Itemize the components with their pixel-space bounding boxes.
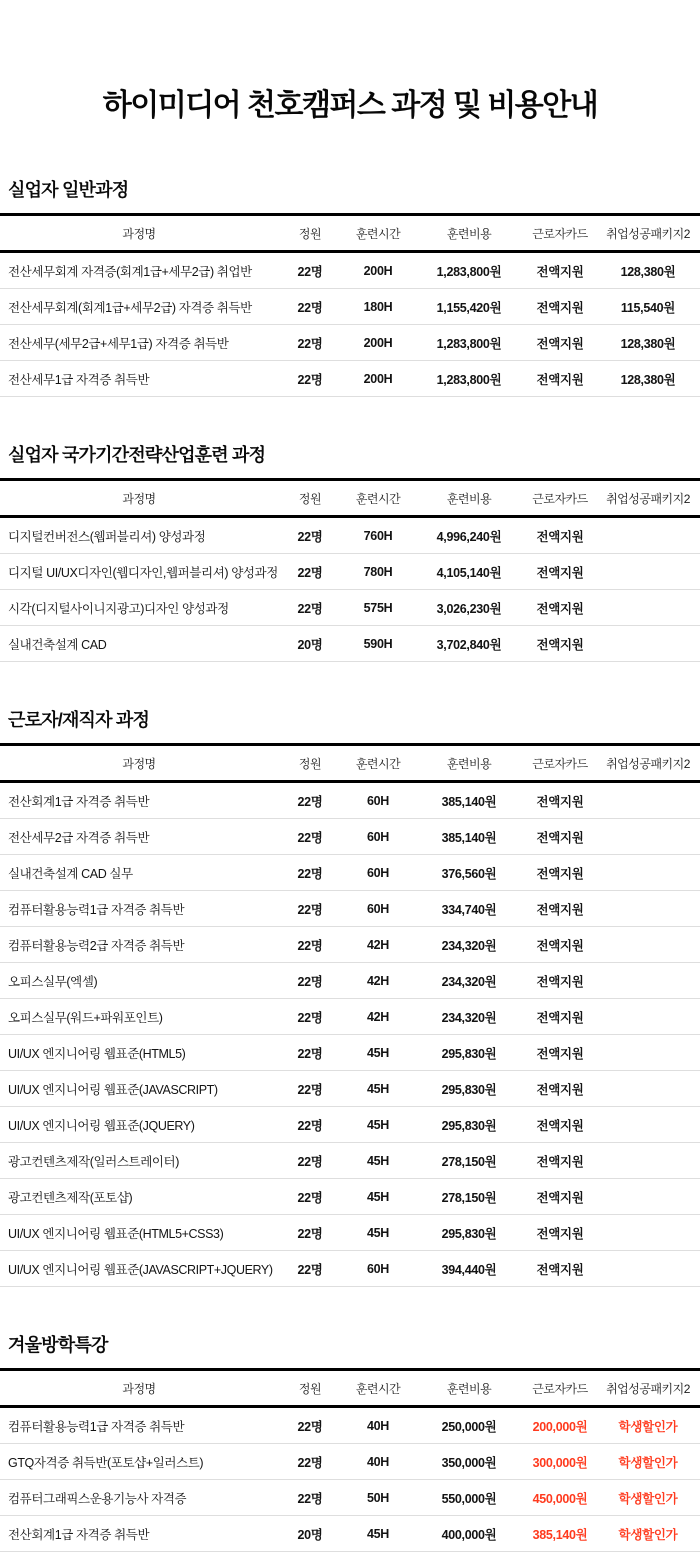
capacity-cell: 22명 bbox=[297, 938, 323, 953]
cost-cell: 3,026,230원 bbox=[436, 601, 502, 616]
worker-card-cell: 전액지원 bbox=[536, 300, 584, 315]
table-row bbox=[0, 361, 700, 397]
worker-card-cell: 전액지원 bbox=[536, 1154, 584, 1169]
cost-cell: 234,320원 bbox=[441, 974, 497, 989]
course-table bbox=[0, 213, 700, 397]
capacity-cell: 22명 bbox=[297, 300, 323, 315]
cost-cell: 400,000원 bbox=[441, 1527, 497, 1542]
hours-cell: 60H bbox=[366, 1261, 390, 1276]
course-name-cell: UI/UX 엔지니어링 웹표준(JQUERY) bbox=[8, 1118, 195, 1133]
worker-card-cell: 전액지원 bbox=[536, 1010, 584, 1025]
hours-cell: 42H bbox=[366, 973, 390, 988]
worker-card-cell: 전액지원 bbox=[536, 866, 584, 881]
worker-card-cell: 200,000원 bbox=[532, 1419, 588, 1434]
worker-card-cell: 300,000원 bbox=[532, 1455, 588, 1470]
worker-card-cell: 전액지원 bbox=[536, 974, 584, 989]
course-table bbox=[0, 1368, 700, 1552]
worker-card-cell: 전액지원 bbox=[536, 1118, 584, 1133]
column-header-course-name: 과정명 bbox=[122, 491, 156, 506]
cost-cell: 1,283,800원 bbox=[436, 264, 502, 279]
hours-cell: 200H bbox=[363, 335, 393, 350]
worker-card-cell: 전액지원 bbox=[536, 1262, 584, 1277]
course-name-cell: 전산회계1급 자격증 취득반 bbox=[8, 794, 150, 809]
course-section bbox=[0, 1331, 700, 1552]
capacity-cell: 20명 bbox=[297, 1527, 323, 1542]
column-header-cost: 훈련비용 bbox=[446, 491, 492, 506]
hours-cell: 50H bbox=[366, 1490, 390, 1505]
column-header-capacity: 정원 bbox=[298, 756, 322, 771]
table-row bbox=[0, 1444, 700, 1480]
course-name-cell: 전산세무1급 자격증 취득반 bbox=[8, 372, 150, 387]
table-row bbox=[0, 289, 700, 325]
worker-card-cell: 전액지원 bbox=[536, 1046, 584, 1061]
table-row bbox=[0, 927, 700, 963]
table-row bbox=[0, 1215, 700, 1251]
table-header-row bbox=[0, 1368, 700, 1408]
hours-cell: 42H bbox=[366, 937, 390, 952]
course-name-cell: 컴퓨터활용능력2급 자격증 취득반 bbox=[8, 938, 185, 953]
capacity-cell: 22명 bbox=[297, 565, 323, 580]
cost-cell: 385,140원 bbox=[441, 794, 497, 809]
course-name-cell: 전산회계1급 자격증 취득반 bbox=[8, 1527, 150, 1542]
worker-card-cell: 전액지원 bbox=[536, 902, 584, 917]
course-section bbox=[0, 441, 700, 662]
capacity-cell: 22명 bbox=[297, 1010, 323, 1025]
hours-cell: 45H bbox=[366, 1189, 390, 1204]
course-name-cell: UI/UX 엔지니어링 웹표준(JAVASCRIPT+JQUERY) bbox=[8, 1262, 273, 1277]
section-title: 실업자 일반과정 bbox=[8, 180, 129, 201]
cost-cell: 250,000원 bbox=[441, 1419, 497, 1434]
table-row bbox=[0, 1516, 700, 1552]
capacity-cell: 22명 bbox=[297, 1082, 323, 1097]
cost-cell: 1,283,800원 bbox=[436, 336, 502, 351]
capacity-cell: 22명 bbox=[297, 1262, 323, 1277]
cost-cell: 376,560원 bbox=[441, 866, 497, 881]
package-cell: 128,380원 bbox=[620, 264, 676, 279]
capacity-cell: 22명 bbox=[297, 1046, 323, 1061]
capacity-cell: 22명 bbox=[297, 1419, 323, 1434]
cost-cell: 234,320원 bbox=[441, 1010, 497, 1025]
capacity-cell: 22명 bbox=[297, 1154, 323, 1169]
hours-cell: 590H bbox=[363, 636, 393, 651]
sections-container bbox=[0, 176, 700, 1552]
column-header-package: 취업성공패키지2 bbox=[606, 1381, 690, 1396]
package-cell: 학생할인가 bbox=[618, 1455, 678, 1470]
table-header-row bbox=[0, 478, 700, 518]
hours-cell: 45H bbox=[366, 1081, 390, 1096]
table-row bbox=[0, 819, 700, 855]
hours-cell: 45H bbox=[366, 1225, 390, 1240]
capacity-cell: 22명 bbox=[297, 601, 323, 616]
cost-cell: 3,702,840원 bbox=[436, 637, 502, 652]
package-cell: 128,380원 bbox=[620, 372, 676, 387]
table-body bbox=[0, 1408, 700, 1552]
capacity-cell: 22명 bbox=[297, 866, 323, 881]
table-header-row bbox=[0, 743, 700, 783]
table-body bbox=[0, 518, 700, 662]
hours-cell: 45H bbox=[366, 1526, 390, 1541]
course-table bbox=[0, 478, 700, 662]
cost-cell: 295,830원 bbox=[441, 1226, 497, 1241]
hours-cell: 60H bbox=[366, 793, 390, 808]
course-name-cell: GTQ자격증 취득반(포토샵+일러스트) bbox=[8, 1455, 204, 1470]
column-header-course-name: 과정명 bbox=[122, 1381, 156, 1396]
table-row bbox=[0, 1480, 700, 1516]
cost-cell: 394,440원 bbox=[441, 1262, 497, 1277]
course-name-cell: 광고컨텐츠제작(일러스트레이터) bbox=[8, 1154, 179, 1169]
hours-cell: 780H bbox=[363, 564, 393, 579]
hours-cell: 45H bbox=[366, 1117, 390, 1132]
course-name-cell: 오피스실무(엑셀) bbox=[8, 974, 98, 989]
capacity-cell: 22명 bbox=[297, 529, 323, 544]
hours-cell: 575H bbox=[363, 600, 393, 615]
course-section bbox=[0, 706, 700, 1287]
table-row bbox=[0, 518, 700, 554]
worker-card-cell: 전액지원 bbox=[536, 601, 584, 616]
course-name-cell: 실내건축설계 CAD 실무 bbox=[8, 866, 133, 881]
cost-cell: 4,996,240원 bbox=[436, 529, 502, 544]
course-name-cell: UI/UX 엔지니어링 웹표준(JAVASCRIPT) bbox=[8, 1082, 218, 1097]
cost-cell: 278,150원 bbox=[441, 1190, 497, 1205]
column-header-package: 취업성공패키지2 bbox=[606, 756, 690, 771]
package-cell: 128,380원 bbox=[620, 336, 676, 351]
worker-card-cell: 385,140원 bbox=[532, 1527, 588, 1542]
column-header-worker-card: 근로자카드 bbox=[532, 756, 588, 771]
course-name-cell: 전산세무2급 자격증 취득반 bbox=[8, 830, 150, 845]
hours-cell: 45H bbox=[366, 1153, 390, 1168]
section-title: 근로자/재직자 과정 bbox=[8, 710, 150, 731]
table-row bbox=[0, 963, 700, 999]
column-header-worker-card: 근로자카드 bbox=[532, 491, 588, 506]
course-name-cell: UI/UX 엔지니어링 웹표준(HTML5) bbox=[8, 1046, 186, 1061]
table-row bbox=[0, 626, 700, 662]
course-table bbox=[0, 743, 700, 1287]
cost-cell: 295,830원 bbox=[441, 1118, 497, 1133]
column-header-cost: 훈련비용 bbox=[446, 226, 492, 241]
package-cell: 115,540원 bbox=[620, 300, 676, 315]
worker-card-cell: 전액지원 bbox=[536, 1226, 584, 1241]
section-title: 실업자 국가기간전략산업훈련 과정 bbox=[8, 445, 266, 466]
cost-cell: 278,150원 bbox=[441, 1154, 497, 1169]
table-row bbox=[0, 1107, 700, 1143]
table-header-row bbox=[0, 213, 700, 253]
cost-cell: 1,155,420원 bbox=[436, 300, 502, 315]
table-row bbox=[0, 855, 700, 891]
worker-card-cell: 전액지원 bbox=[536, 529, 584, 544]
capacity-cell: 22명 bbox=[297, 336, 323, 351]
page-title: 하이미디어 천호캠퍼스 과정 및 비용안내 bbox=[102, 89, 598, 123]
column-header-cost: 훈련비용 bbox=[446, 756, 492, 771]
capacity-cell: 22명 bbox=[297, 974, 323, 989]
hours-cell: 200H bbox=[363, 263, 393, 278]
course-section bbox=[0, 176, 700, 397]
column-header-hours: 훈련시간 bbox=[355, 1381, 401, 1396]
table-body bbox=[0, 253, 700, 397]
column-header-hours: 훈련시간 bbox=[355, 756, 401, 771]
course-name-cell: 실내건축설계 CAD bbox=[8, 637, 107, 652]
hours-cell: 42H bbox=[366, 1009, 390, 1024]
table-row bbox=[0, 590, 700, 626]
cost-cell: 1,283,800원 bbox=[436, 372, 502, 387]
cost-cell: 550,000원 bbox=[441, 1491, 497, 1506]
course-name-cell: 컴퓨터그래픽스운용기능사 자격증 bbox=[8, 1491, 187, 1506]
hours-cell: 200H bbox=[363, 371, 393, 386]
hours-cell: 60H bbox=[366, 901, 390, 916]
cost-cell: 334,740원 bbox=[441, 902, 497, 917]
capacity-cell: 20명 bbox=[297, 637, 323, 652]
capacity-cell: 22명 bbox=[297, 902, 323, 917]
hours-cell: 40H bbox=[366, 1454, 390, 1469]
course-name-cell: 광고컨텐츠제작(포토샵) bbox=[8, 1190, 133, 1205]
worker-card-cell: 전액지원 bbox=[536, 830, 584, 845]
table-row bbox=[0, 1408, 700, 1444]
column-header-worker-card: 근로자카드 bbox=[532, 226, 588, 241]
table-row bbox=[0, 325, 700, 361]
column-header-cost: 훈련비용 bbox=[446, 1381, 492, 1396]
package-cell: 학생할인가 bbox=[618, 1491, 678, 1506]
column-header-course-name: 과정명 bbox=[122, 226, 156, 241]
capacity-cell: 22명 bbox=[297, 1491, 323, 1506]
capacity-cell: 22명 bbox=[297, 794, 323, 809]
table-row bbox=[0, 1179, 700, 1215]
course-name-cell: 컴퓨터활용능력1급 자격증 취득반 bbox=[8, 902, 185, 917]
column-header-package: 취업성공패키지2 bbox=[606, 226, 690, 241]
course-name-cell: 디지털 UI/UX디자인(웹디자인,웹퍼블리셔) 양성과정 bbox=[8, 565, 278, 580]
cost-cell: 350,000원 bbox=[441, 1455, 497, 1470]
cost-cell: 385,140원 bbox=[441, 830, 497, 845]
worker-card-cell: 전액지원 bbox=[536, 565, 584, 580]
column-header-course-name: 과정명 bbox=[122, 756, 156, 771]
column-header-hours: 훈련시간 bbox=[355, 226, 401, 241]
table-row bbox=[0, 1035, 700, 1071]
course-name-cell: 디지털컨버전스(웹퍼블리셔) 양성과정 bbox=[8, 529, 206, 544]
capacity-cell: 22명 bbox=[297, 1190, 323, 1205]
worker-card-cell: 전액지원 bbox=[536, 1190, 584, 1205]
table-row bbox=[0, 253, 700, 289]
column-header-hours: 훈련시간 bbox=[355, 491, 401, 506]
cost-cell: 234,320원 bbox=[441, 938, 497, 953]
course-name-cell: 시각(디지털사이니지광고)디자인 양성과정 bbox=[8, 601, 229, 616]
worker-card-cell: 전액지원 bbox=[536, 1082, 584, 1097]
table-row bbox=[0, 783, 700, 819]
package-cell: 학생할인가 bbox=[618, 1527, 678, 1542]
worker-card-cell: 전액지원 bbox=[536, 938, 584, 953]
hours-cell: 40H bbox=[366, 1418, 390, 1433]
capacity-cell: 22명 bbox=[297, 830, 323, 845]
cost-cell: 295,830원 bbox=[441, 1082, 497, 1097]
hours-cell: 760H bbox=[363, 528, 393, 543]
course-fee-info-page bbox=[0, 20, 700, 1560]
table-row bbox=[0, 1251, 700, 1287]
table-body bbox=[0, 783, 700, 1287]
column-header-worker-card: 근로자카드 bbox=[532, 1381, 588, 1396]
course-name-cell: 오피스실무(워드+파워포인트) bbox=[8, 1010, 163, 1025]
table-row bbox=[0, 999, 700, 1035]
hours-cell: 45H bbox=[366, 1045, 390, 1060]
worker-card-cell: 전액지원 bbox=[536, 794, 584, 809]
course-name-cell: 전산세무(세무2급+세무1급) 자격증 취득반 bbox=[8, 336, 229, 351]
hours-cell: 60H bbox=[366, 829, 390, 844]
cost-cell: 295,830원 bbox=[441, 1046, 497, 1061]
column-header-capacity: 정원 bbox=[298, 491, 322, 506]
course-name-cell: 전산세무회계(회계1급+세무2급) 자격증 취득반 bbox=[8, 300, 252, 315]
table-row bbox=[0, 554, 700, 590]
table-row bbox=[0, 1143, 700, 1179]
column-header-capacity: 정원 bbox=[298, 1381, 322, 1396]
capacity-cell: 22명 bbox=[297, 1455, 323, 1470]
worker-card-cell: 전액지원 bbox=[536, 637, 584, 652]
table-row bbox=[0, 1071, 700, 1107]
worker-card-cell: 450,000원 bbox=[532, 1491, 588, 1506]
course-name-cell: 컴퓨터활용능력1급 자격증 취득반 bbox=[8, 1419, 185, 1434]
capacity-cell: 22명 bbox=[297, 1226, 323, 1241]
table-row bbox=[0, 891, 700, 927]
course-name-cell: 전산세무회계 자격증(회계1급+세무2급) 취업반 bbox=[8, 264, 252, 279]
worker-card-cell: 전액지원 bbox=[536, 336, 584, 351]
capacity-cell: 22명 bbox=[297, 264, 323, 279]
column-header-package: 취업성공패키지2 bbox=[606, 491, 690, 506]
capacity-cell: 22명 bbox=[297, 1118, 323, 1133]
hours-cell: 180H bbox=[363, 299, 393, 314]
capacity-cell: 22명 bbox=[297, 372, 323, 387]
section-title: 겨울방학특강 bbox=[8, 1335, 108, 1356]
course-name-cell: UI/UX 엔지니어링 웹표준(HTML5+CSS3) bbox=[8, 1226, 224, 1241]
column-header-capacity: 정원 bbox=[298, 226, 322, 241]
hours-cell: 60H bbox=[366, 865, 390, 880]
cost-cell: 4,105,140원 bbox=[436, 565, 502, 580]
package-cell: 학생할인가 bbox=[618, 1419, 678, 1434]
worker-card-cell: 전액지원 bbox=[536, 264, 584, 279]
worker-card-cell: 전액지원 bbox=[536, 372, 584, 387]
